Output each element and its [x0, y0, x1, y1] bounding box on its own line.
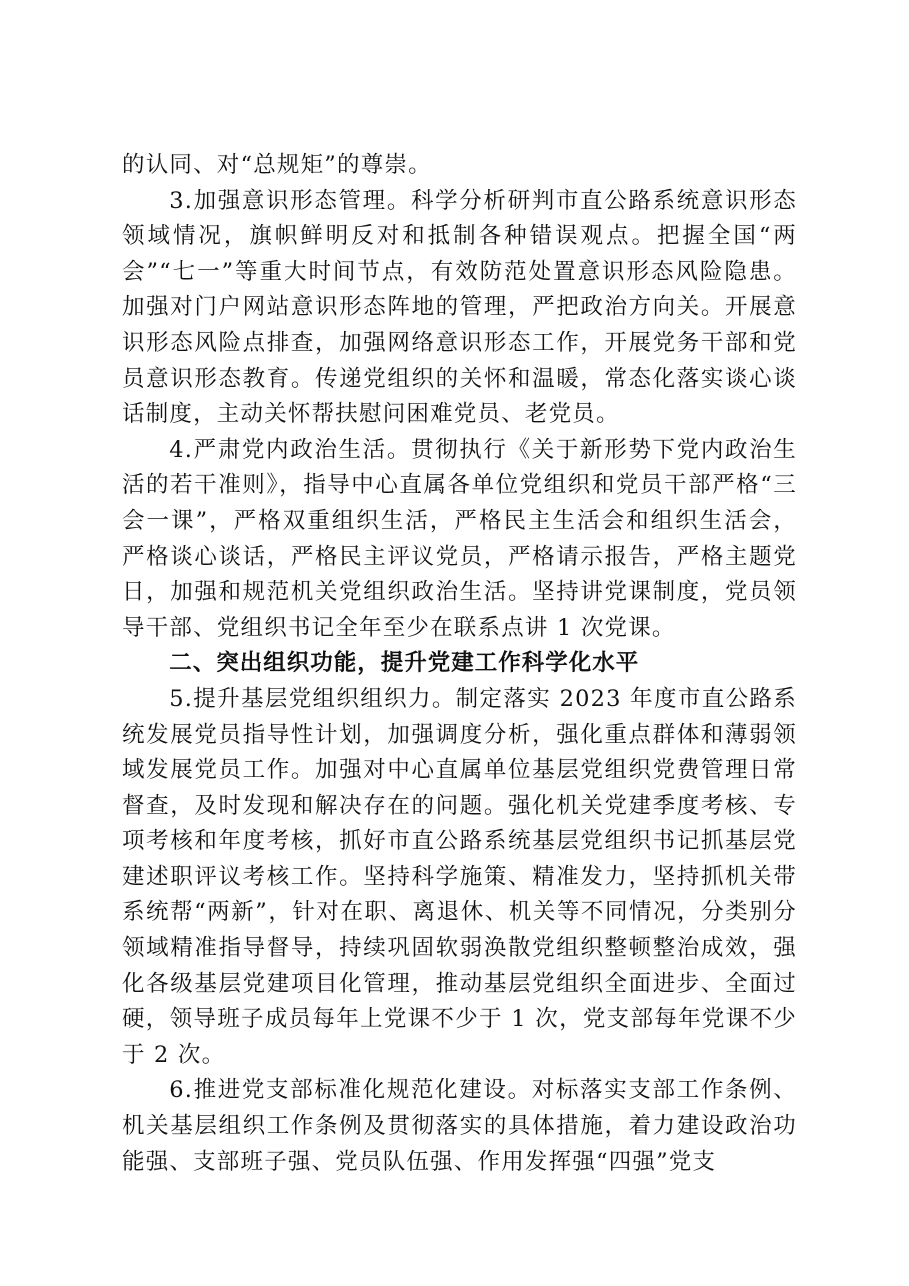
paragraph-item-6: 6.推进党支部标准化规范化建设。对标落实支部工作条例、机关基层组织工作条例及贯彻落实的具体措施，着力建设政治功能强、支部班子强、党员队伍强、作用发挥强“四强”党支 [122, 1077, 797, 1175]
paragraph-item-5: 5.提升基层党组织组织力。制定落实 2023 年度市直公路系统发展党员指导性计划，加强调度分析，强化重点群体和薄弱领域发展党员工作。加强对中心直属单位基层党组织党费管理日常督查，及时发现和解决存在的问题。强化机关党建季度考核、专项考核和年度考核，抓好市直公路系统基层党组织书记抓基层党建述职评议考核工作。坚持科学施策、精准发力，坚持抓机关带系统帮“两新”，针对在职、离退休、机关等不同情况，分类别分领域精准指导督导，持续巩固软弱涣散党组织整顿整治成效，强化各级基层党建项目化管理，推动基层党组织全面进步、全面过硬，领导班子成员每年上党课不少于 1 次，党支部每年党课不少于 2 次。 [122, 685, 797, 1068]
paragraph-continuation: 的认同、对“总规矩”的尊崇。 [122, 152, 432, 178]
section-heading-2: 二、突出组织功能，提升党建工作科学化水平 [169, 650, 640, 677]
paragraph-item-3: 3.加强意识形态管理。科学分析研判市直公路系统意识形态领域情况，旗帜鲜明反对和抵制各种错误观点。把握全国“两会”“七一”等重大时间节点，有效防范处置意识形态风险隐患。加强对门户网站意识形态阵地的管理，严把政治方向关。开展意识形态风险点排查，加强网络意识形态工作，开展党务干部和党员意识形态教育。传递党组织的关怀和温暖，常态化落实谈心谈话制度，主动关怀帮扶慰问困难党员、老党员。 [122, 187, 797, 428]
document-page [122, 148, 797, 1180]
paragraph-item-4: 4.严肃党内政治生活。贯彻执行《关于新形势下党内政治生活的若干准则》，指导中心直属各单位党组织和党员干部严格“三会一课”，严格双重组织生活，严格民主生活会和组织生活会，严格谈心谈话，严格民主评议党员，严格请示报告，严格主题党日，加强和规范机关党组织政治生活。坚持讲党课制度，党员领导干部、党组织书记全年至少在联系点讲 1 次党课。 [122, 436, 797, 641]
